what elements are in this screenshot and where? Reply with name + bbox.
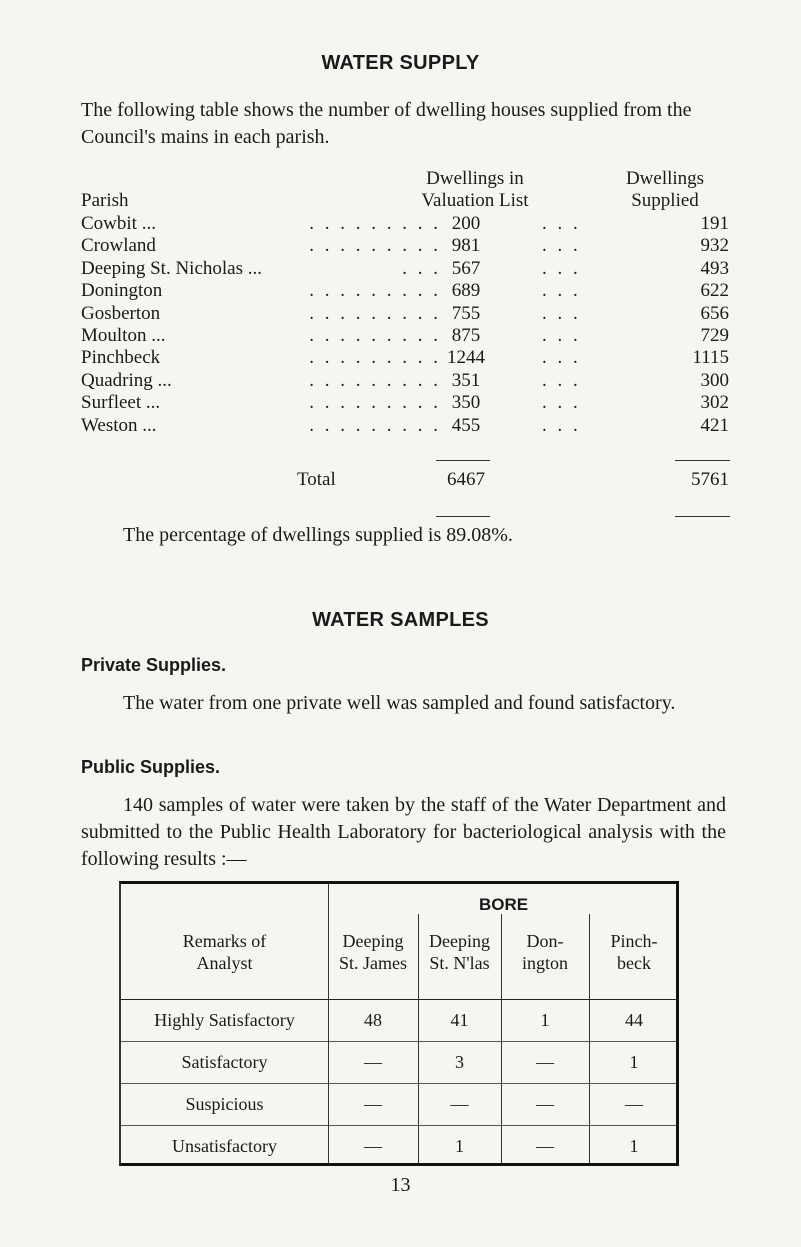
- percentage-text: The percentage of dwellings supplied is 89.08%.: [123, 524, 513, 546]
- supplied-value: 656: [700, 302, 729, 324]
- parish-row: [81, 235, 729, 257]
- header-supplied: [600, 168, 730, 212]
- column-header-line2: ington: [521, 953, 568, 973]
- header-valuation: [390, 168, 560, 212]
- row-divider-2: [121, 1083, 676, 1084]
- parish-row: [81, 280, 729, 302]
- leader-dots: . . . . . . . . .: [309, 414, 441, 436]
- private-heading: Private Supplies.: [81, 655, 227, 675]
- valuation-value: 981: [451, 235, 481, 257]
- samples-title: WATER SAMPLES: [312, 609, 489, 631]
- col-divider-2: [418, 914, 419, 1163]
- page-title: WATER SUPPLY: [321, 52, 480, 74]
- parish-row: [81, 257, 729, 280]
- leader-dots: . . .: [542, 325, 581, 346]
- remark-label: Unsatisfactory: [172, 1136, 277, 1156]
- parish-name: Deeping St. Nicholas ...: [81, 257, 263, 279]
- column-header-line1: Pinch-: [610, 931, 658, 951]
- leader-dots: . . .: [542, 213, 581, 234]
- result-value: 1: [455, 1136, 464, 1156]
- valuation-value: 1244: [447, 347, 485, 369]
- rule-valuation-bottom: [436, 516, 490, 517]
- result-value: —: [364, 1052, 382, 1072]
- supplied-value: 302: [700, 392, 729, 414]
- parish-row: [81, 392, 729, 414]
- parish-row: [81, 302, 729, 325]
- supplied-value: 191: [700, 213, 729, 234]
- leader-dots: . . .: [542, 257, 581, 279]
- public-heading: Public Supplies.: [81, 757, 221, 777]
- parish-row: [81, 325, 729, 347]
- header-valuation-line2: Valuation List: [421, 190, 529, 211]
- result-value: —: [625, 1094, 643, 1114]
- total-supplied: 5761: [691, 469, 729, 490]
- header-parish: Parish: [81, 190, 129, 211]
- result-value: —: [450, 1094, 469, 1114]
- valuation-value: 689: [451, 280, 481, 302]
- supplied-value: 493: [700, 257, 729, 279]
- rule-supplied-bottom: [675, 516, 730, 517]
- valuation-value: 200: [451, 213, 481, 234]
- header-supplied-line1: Dwellings: [625, 168, 705, 189]
- leader-dots: . . .: [542, 280, 581, 302]
- leader-dots: . . .: [542, 414, 581, 436]
- leader-dots: . . .: [542, 235, 581, 257]
- bore-column-header: [589, 930, 679, 974]
- remarks-header: [121, 930, 328, 974]
- col-divider-4: [589, 914, 590, 1163]
- column-header-line2: St. James: [338, 953, 407, 973]
- parish-name: Gosberton: [81, 302, 161, 324]
- results-table: [119, 881, 679, 1166]
- remark-label: Satisfactory: [181, 1052, 268, 1072]
- result-value: —: [364, 1136, 382, 1156]
- column-header-line1: Deeping: [429, 931, 490, 951]
- header-supplied-line2: Supplied: [631, 190, 699, 211]
- leader-dots: . . . . . . . . .: [309, 235, 441, 257]
- supplied-value: 300: [700, 369, 729, 391]
- intro-paragraph: The following table shows the number of dwelling houses supplied from the Council's mains in each parish.: [81, 99, 692, 148]
- parish-row: [81, 414, 729, 437]
- parish-name: Donington: [81, 280, 163, 302]
- leader-dots: . . .: [402, 257, 441, 279]
- bore-column-header: [418, 930, 501, 974]
- total-row: [81, 469, 729, 491]
- result-value: 44: [625, 1010, 643, 1030]
- supplied-value: 622: [700, 280, 729, 302]
- leader-dots: . . . . . . . . .: [309, 280, 441, 302]
- leader-dots: . . . . . . . . .: [309, 347, 441, 369]
- valuation-value: 455: [451, 414, 481, 436]
- col-divider-3: [501, 914, 502, 1163]
- result-value: 3: [455, 1052, 464, 1072]
- leader-dots: . . .: [542, 369, 581, 391]
- leader-dots: . . . . . . . . .: [309, 392, 441, 414]
- header-divider: [121, 999, 676, 1000]
- valuation-value: 350: [451, 392, 481, 414]
- remarks-header-line2: Analyst: [196, 953, 253, 973]
- result-value: —: [536, 1136, 554, 1156]
- parish-name: Quadring ...: [81, 369, 172, 391]
- result-value: —: [536, 1094, 554, 1114]
- leader-dots: . . . . . . . . .: [309, 325, 441, 346]
- remark-label: Highly Satisfactory: [154, 1010, 295, 1030]
- column-header-line2: St. N'las: [429, 953, 490, 973]
- supplied-value: 1115: [692, 347, 729, 369]
- column-header-line1: Don-: [526, 931, 564, 951]
- private-text: The water from one private well was sampled and found satisfactory.: [123, 692, 676, 714]
- parish-name: Pinchbeck: [81, 347, 161, 369]
- parish-name: Cowbit ...: [81, 213, 156, 234]
- bore-column-header: [501, 930, 589, 974]
- valuation-value: 755: [451, 302, 481, 324]
- leader-dots: . . .: [542, 347, 581, 369]
- valuation-value: 875: [451, 325, 481, 346]
- parish-name: Moulton ...: [81, 325, 166, 346]
- remarks-header-line1: Remarks of: [182, 931, 267, 951]
- column-header-line2: beck: [617, 953, 651, 973]
- rule-valuation-top: [436, 460, 490, 461]
- remark-label: Suspicious: [185, 1094, 264, 1114]
- supplied-value: 729: [700, 325, 729, 346]
- result-value: 1: [629, 1136, 639, 1156]
- rule-supplied-top: [675, 460, 730, 461]
- bore-header: BORE: [478, 895, 529, 914]
- result-value: —: [536, 1052, 554, 1072]
- result-value: 48: [364, 1010, 382, 1030]
- result-value: 1: [540, 1010, 550, 1030]
- bore-column-header: [328, 930, 418, 974]
- leader-dots: . . .: [542, 392, 581, 414]
- parish-name: Weston ...: [81, 414, 157, 436]
- col-divider-1: [328, 884, 329, 1163]
- result-value: —: [364, 1094, 382, 1114]
- result-value: 41: [450, 1010, 469, 1030]
- parish-row: [81, 213, 729, 235]
- total-valuation: 6467: [447, 469, 485, 490]
- parish-row: [81, 347, 729, 369]
- page-number: 13: [390, 1174, 411, 1196]
- column-header-line1: Deeping: [342, 931, 404, 951]
- header-valuation-line1: Dwellings in: [426, 168, 524, 189]
- leader-dots: . . . . . . . . .: [309, 369, 441, 391]
- result-value: 1: [629, 1052, 639, 1072]
- leader-dots: . . . . . . . . .: [309, 302, 441, 324]
- row-divider-1: [121, 1041, 676, 1042]
- valuation-value: 567: [451, 257, 481, 279]
- parish-name: Surfleet ...: [81, 392, 161, 414]
- parish-name: Crowland: [81, 235, 156, 257]
- supplied-value: 421: [700, 414, 729, 436]
- row-divider-hidden: [121, 1125, 676, 1126]
- total-label: Total: [297, 469, 336, 490]
- leader-dots: . . . . . . . . .: [309, 213, 441, 234]
- valuation-value: 351: [451, 369, 481, 391]
- parish-row: [81, 369, 729, 392]
- public-text: 140 samples of water were taken by the staff of the Water Department and submitted to the Public Health Laboratory for bacteriological analysis with the following results :—: [81, 794, 726, 870]
- leader-dots: . . .: [542, 302, 581, 324]
- supplied-value: 932: [700, 235, 729, 257]
